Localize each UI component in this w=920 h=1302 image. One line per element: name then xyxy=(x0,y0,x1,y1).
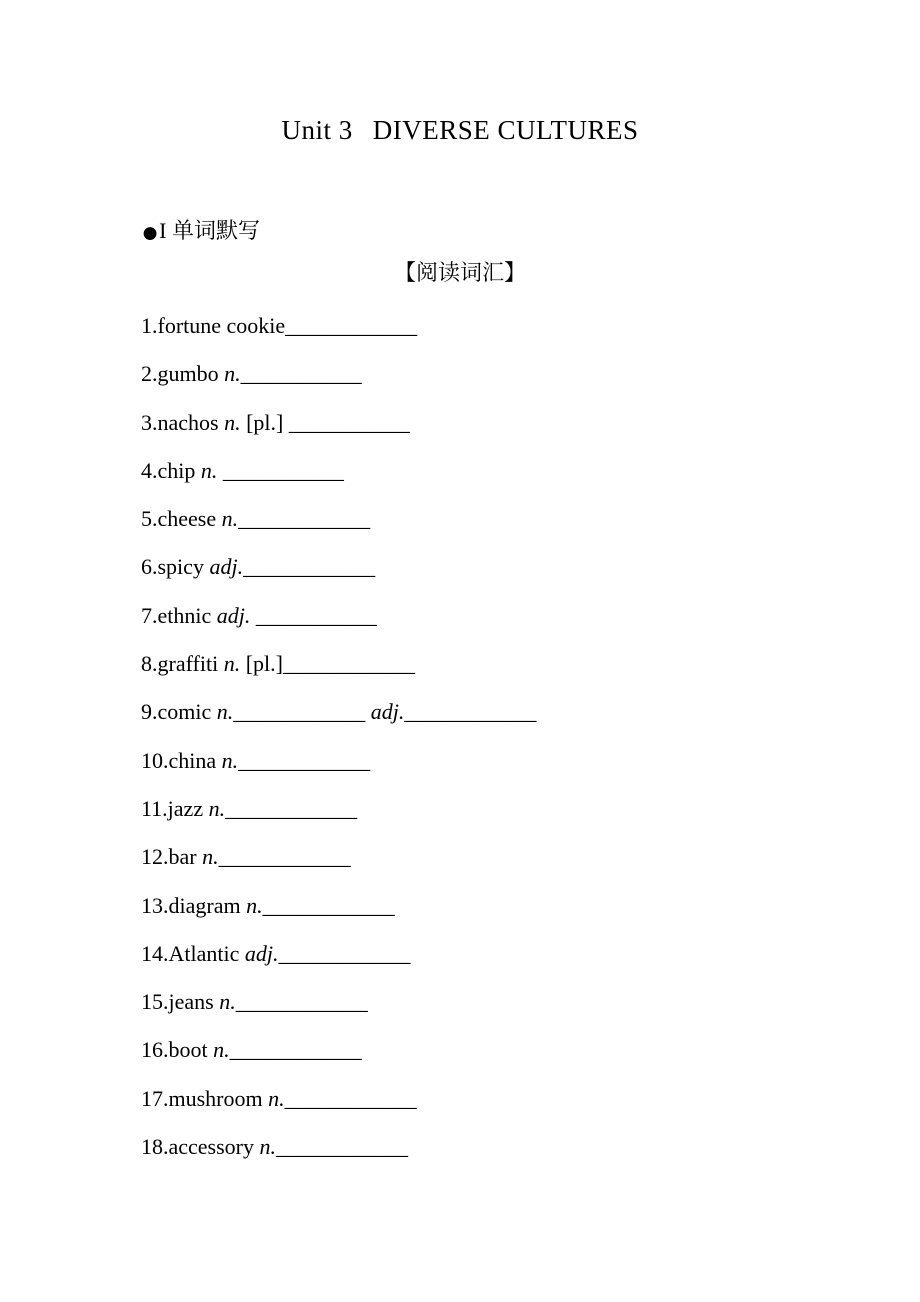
part-of-speech-label: n. xyxy=(223,651,241,677)
bullet-icon: ● xyxy=(141,216,160,249)
answer-blank: ____________ xyxy=(276,1134,409,1160)
vocab-item-text: 15.jeans xyxy=(141,989,220,1015)
part-of-speech-label: n. xyxy=(200,457,218,483)
answer-blank: ____________ xyxy=(262,892,395,918)
answer-blank: ____________ xyxy=(238,506,371,532)
part-of-speech-label: n. xyxy=(208,795,226,821)
vocab-item xyxy=(141,699,920,747)
part-of-speech-label: n. xyxy=(224,409,241,435)
vocab-list xyxy=(141,313,920,1182)
vocab-item-text: 2.gumbo xyxy=(141,361,225,387)
part-of-speech-label: n. xyxy=(216,699,234,725)
vocab-item xyxy=(141,941,920,989)
vocab-item-text: 7.ethnic xyxy=(141,602,217,628)
answer-blank: ____________ xyxy=(278,940,411,966)
part-of-speech-label: n. xyxy=(213,1037,230,1063)
vocab-item xyxy=(141,748,920,796)
vocab-item-text: 16.boot xyxy=(141,1037,214,1063)
vocab-item xyxy=(141,796,920,844)
vocab-item xyxy=(141,1037,920,1085)
answer-blank: ____________ xyxy=(218,844,351,870)
answer-blank: ___________ xyxy=(240,361,362,387)
vocab-item-text: 12.bar xyxy=(141,844,203,870)
vocab-item-text: 18.accessory xyxy=(141,1134,260,1160)
part-of-speech-label: n. xyxy=(221,506,239,532)
title-unit-label: Unit 3 xyxy=(281,115,353,145)
vocab-item-text: 11.jazz xyxy=(141,795,209,821)
part-of-speech-label: n. xyxy=(219,989,236,1015)
part-of-speech-label: adj. xyxy=(209,554,244,580)
answer-blank: ____________ xyxy=(229,1037,362,1063)
vocab-item-text: 5.cheese xyxy=(141,506,222,532)
vocab-item-text: 9.comic xyxy=(141,699,217,725)
answer-blank: ____________ xyxy=(233,699,366,725)
vocab-item xyxy=(141,1134,920,1182)
title-main-label: DIVERSE CULTURES xyxy=(372,115,639,145)
answer-blank: ____________ xyxy=(285,313,418,338)
vocab-item xyxy=(141,651,920,699)
part-of-speech-label: n. xyxy=(202,844,219,870)
answer-blank: ____________ xyxy=(225,795,358,821)
part-of-speech-label: adj. xyxy=(216,602,251,628)
vocab-item xyxy=(141,554,920,602)
vocab-item xyxy=(141,458,920,506)
vocab-item-text: 8.graffiti xyxy=(141,651,224,677)
vocab-item xyxy=(141,506,920,554)
subsection-heading: 【阅读词汇】 xyxy=(393,260,526,285)
answer-blank: ___________ xyxy=(222,457,344,483)
vocab-item-text: [pl.] xyxy=(240,409,289,435)
answer-blank: ____________ xyxy=(404,699,537,725)
answer-blank: ____________ xyxy=(243,554,376,580)
vocab-item-text: 4.chip xyxy=(141,457,201,483)
vocab-item-text: 6.spicy xyxy=(141,554,210,580)
vocab-item-text: 13.diagram xyxy=(141,892,247,918)
vocab-item-text: [pl.] xyxy=(240,651,283,677)
vocab-item xyxy=(141,893,920,941)
part-of-speech-label: adj. xyxy=(244,940,279,966)
section-heading xyxy=(141,216,920,249)
vocab-item-text: 14.Atlantic xyxy=(141,940,245,966)
answer-blank: ____________ xyxy=(238,747,371,773)
vocab-item xyxy=(141,313,920,361)
vocab-item-text: 1.fortune cookie xyxy=(141,313,286,338)
vocab-item xyxy=(141,844,920,892)
answer-blank: ____________ xyxy=(282,651,415,677)
answer-blank: ___________ xyxy=(255,602,377,628)
vocab-item xyxy=(141,603,920,651)
part-of-speech-label: n. xyxy=(221,747,239,773)
part-of-speech-label: n. xyxy=(246,892,263,918)
answer-blank: ____________ xyxy=(235,989,368,1015)
part-of-speech-label: n. xyxy=(259,1134,277,1160)
part-of-speech-label: n. xyxy=(268,1085,285,1111)
answer-blank: ____________ xyxy=(284,1085,417,1111)
vocab-item xyxy=(141,361,920,409)
vocab-item xyxy=(141,410,920,458)
part-of-speech-label: adj. xyxy=(370,699,405,725)
section-heading-label: I 单词默写 xyxy=(159,218,260,243)
part-of-speech-label: n. xyxy=(224,361,241,387)
vocab-item-text: 3.nachos xyxy=(141,409,225,435)
vocab-item xyxy=(141,989,920,1037)
answer-blank: ___________ xyxy=(288,409,410,435)
vocab-item-text: 17.mushroom xyxy=(141,1085,269,1111)
vocab-item-text: 10.china xyxy=(141,747,222,773)
vocab-item xyxy=(141,1086,920,1134)
page-title xyxy=(0,115,920,146)
